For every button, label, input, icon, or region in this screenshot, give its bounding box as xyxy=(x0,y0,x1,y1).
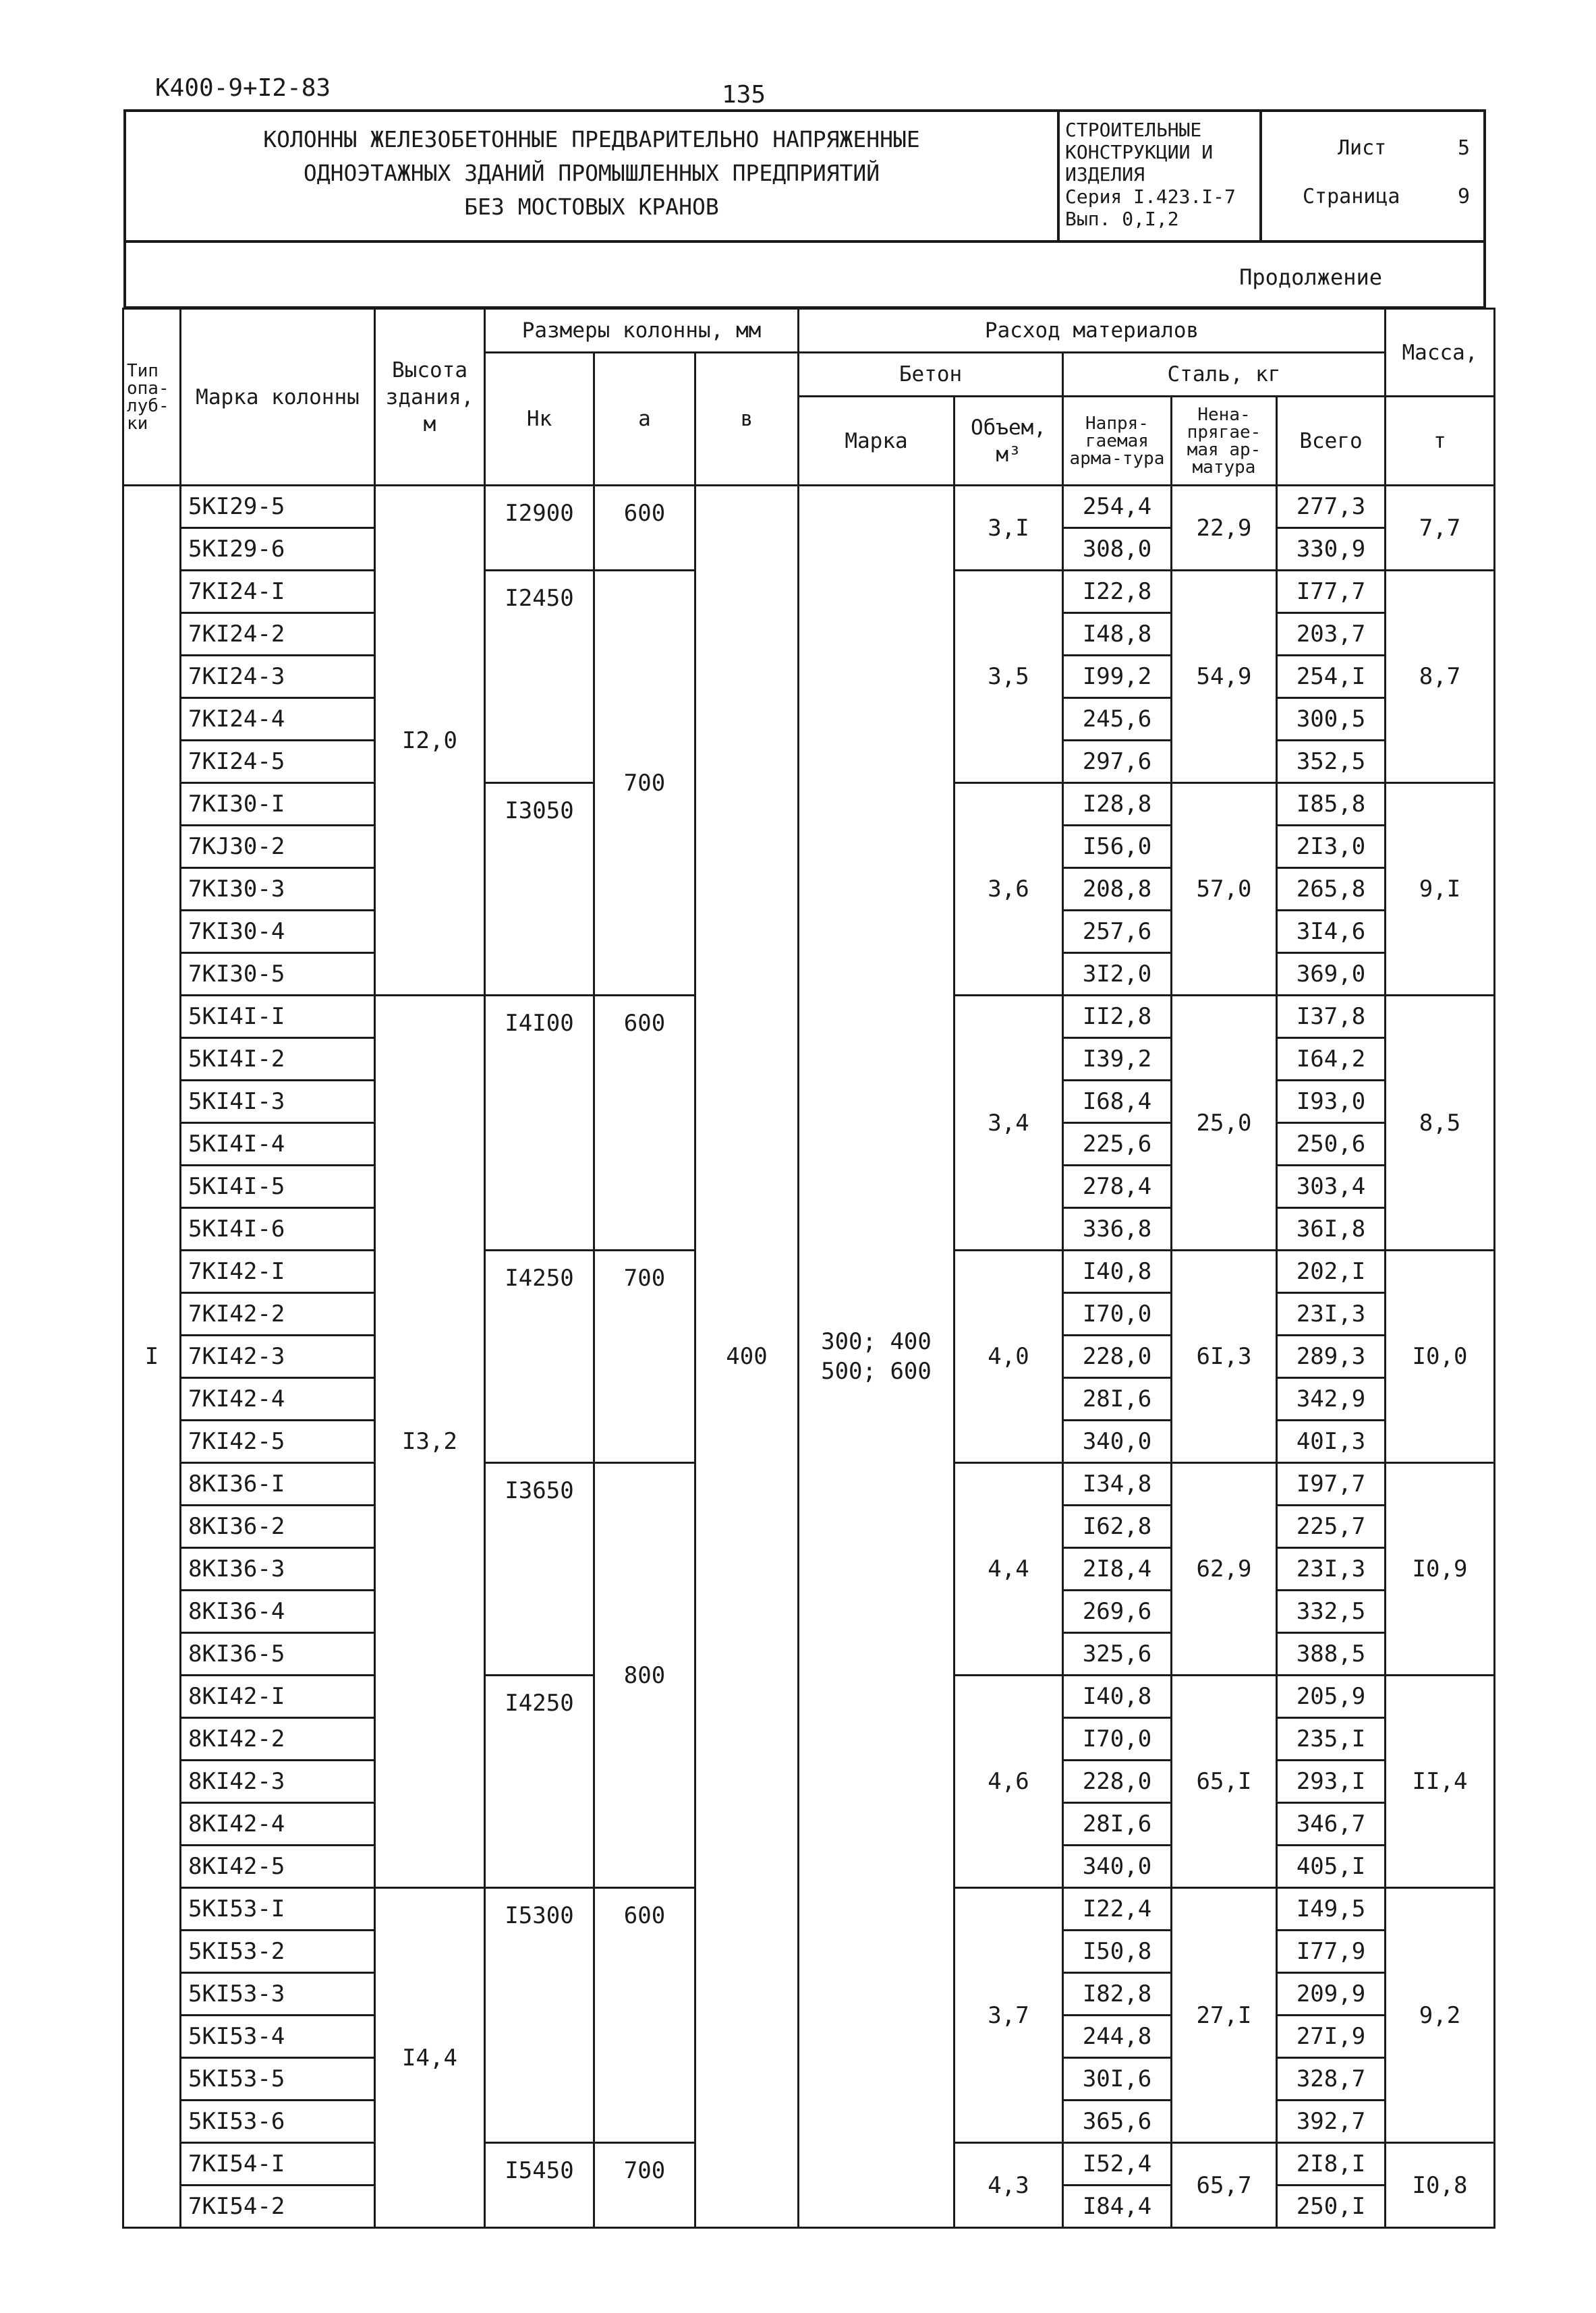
a-cell: 600 xyxy=(594,996,695,1251)
total-steel-cell: I49,5 xyxy=(1277,1888,1386,1931)
prestressed-cell: 225,6 xyxy=(1063,1123,1172,1166)
column-mark-cell: 8КI36-I xyxy=(181,1463,375,1506)
column-mark-cell: 5КI29-6 xyxy=(181,528,375,571)
total-steel-cell: I97,7 xyxy=(1277,1463,1386,1506)
column-mark-cell: 7КI30-I xyxy=(181,783,375,826)
header-mass-unit: т xyxy=(1386,397,1495,486)
volume-cell: 3,I xyxy=(954,486,1063,571)
hk-cell: I3050 xyxy=(485,783,594,996)
building-height-cell: I2,0 xyxy=(375,486,485,996)
non-prestressed-cell: 65,7 xyxy=(1172,2143,1277,2228)
column-mark-cell: 7КI30-5 xyxy=(181,953,375,996)
total-steel-cell: 27I,9 xyxy=(1277,2016,1386,2058)
column-mark-cell: 7КI54-I xyxy=(181,2143,375,2186)
mass-cell: II,4 xyxy=(1386,1676,1495,1888)
hk-cell: I5450 xyxy=(485,2143,594,2228)
prestressed-cell: I70,0 xyxy=(1063,1718,1172,1761)
series-line-3: ИЗДЕЛИЯ xyxy=(1065,163,1145,185)
prestressed-cell: 365,6 xyxy=(1063,2101,1172,2143)
prestressed-cell: I84,4 xyxy=(1063,2186,1172,2228)
volume-cell: 4,0 xyxy=(954,1251,1063,1463)
total-steel-cell: 40I,3 xyxy=(1277,1421,1386,1463)
total-steel-cell: 300,5 xyxy=(1277,698,1386,741)
header-formwork-type: Тип опа-луб-ки xyxy=(123,309,181,486)
total-steel-cell: I37,8 xyxy=(1277,996,1386,1038)
mass-cell: 7,7 xyxy=(1386,486,1495,571)
prestressed-cell: 30I,6 xyxy=(1063,2058,1172,2101)
total-steel-cell: 250,6 xyxy=(1277,1123,1386,1166)
building-height-cell: I3,2 xyxy=(375,996,485,1888)
total-steel-cell: I77,7 xyxy=(1277,571,1386,613)
prestressed-cell: 208,8 xyxy=(1063,868,1172,911)
header-total: Всего xyxy=(1277,397,1386,486)
column-mark-cell: 5КI53-2 xyxy=(181,1931,375,1973)
prestressed-cell: I68,4 xyxy=(1063,1081,1172,1123)
prestressed-cell: 340,0 xyxy=(1063,1421,1172,1463)
header-hk: Нк xyxy=(485,353,594,486)
total-steel-cell: 23I,3 xyxy=(1277,1293,1386,1336)
total-steel-cell: 303,4 xyxy=(1277,1166,1386,1208)
column-mark-cell: 8КI42-4 xyxy=(181,1803,375,1846)
column-mark-cell: 7КI54-2 xyxy=(181,2186,375,2228)
column-mark-cell: 7КI42-4 xyxy=(181,1378,375,1421)
series-line-4: Серия I.423.I-7 xyxy=(1065,185,1236,208)
header-prestressed: Напря-гаемая арма-тура xyxy=(1063,397,1172,486)
total-steel-cell: 235,I xyxy=(1277,1718,1386,1761)
column-mark-cell: 7КI24-5 xyxy=(181,741,375,783)
total-steel-cell: I64,2 xyxy=(1277,1038,1386,1081)
total-steel-cell: 352,5 xyxy=(1277,741,1386,783)
header-column-dims: Размеры колонны, мм xyxy=(485,309,799,353)
total-steel-cell: 405,I xyxy=(1277,1846,1386,1888)
mass-cell: 9,I xyxy=(1386,783,1495,996)
column-mark-cell: 8КI36-5 xyxy=(181,1633,375,1676)
page-number: 135 xyxy=(722,81,766,109)
non-prestressed-cell: 27,I xyxy=(1172,1888,1277,2143)
title-line-2: ОДНОЭТАЖНЫХ ЗДАНИЙ ПРОМЫШЛЕННЫХ ПРЕДПРИЯТИЙ xyxy=(303,160,880,186)
column-mark-cell: 5КI53-6 xyxy=(181,2101,375,2143)
header-column-mark: Марка колонны xyxy=(181,309,375,486)
materials-table xyxy=(122,308,1495,2229)
sheet-number: 5 xyxy=(1458,136,1471,160)
total-steel-cell: I77,9 xyxy=(1277,1931,1386,1973)
title-line-3: БЕЗ МОСТОВЫХ КРАНОВ xyxy=(464,194,719,220)
column-mark-cell: 7КI24-I xyxy=(181,571,375,613)
sheet-label: Лист xyxy=(1338,136,1387,160)
hk-cell: I5300 xyxy=(485,1888,594,2143)
total-steel-cell: 225,7 xyxy=(1277,1506,1386,1548)
continuation-label: Продолжение xyxy=(1239,264,1382,290)
header-concrete: Бетон xyxy=(799,353,1063,397)
hk-cell: I4250 xyxy=(485,1676,594,1888)
hk-cell: I4250 xyxy=(485,1251,594,1463)
prestressed-cell: I56,0 xyxy=(1063,826,1172,868)
column-mark-cell: 7КI42-I xyxy=(181,1251,375,1293)
volume-cell: 3,4 xyxy=(954,996,1063,1251)
continuation-band xyxy=(123,243,1486,309)
column-mark-cell: 8КI42-5 xyxy=(181,1846,375,1888)
total-steel-cell: 202,I xyxy=(1277,1251,1386,1293)
total-steel-cell: 330,9 xyxy=(1277,528,1386,571)
prestressed-cell: I62,8 xyxy=(1063,1506,1172,1548)
title-block xyxy=(123,109,1486,243)
total-steel-cell: 293,I xyxy=(1277,1761,1386,1803)
column-mark-cell: 8КI42-2 xyxy=(181,1718,375,1761)
total-steel-cell: 205,9 xyxy=(1277,1676,1386,1718)
column-mark-cell: 7КI24-4 xyxy=(181,698,375,741)
column-mark-cell: 5КI4I-2 xyxy=(181,1038,375,1081)
prestressed-cell: 278,4 xyxy=(1063,1166,1172,1208)
header-non-prestressed: Нена-прягае-мая ар-матура xyxy=(1172,397,1277,486)
mass-cell: 8,5 xyxy=(1386,996,1495,1251)
prestressed-cell: 254,4 xyxy=(1063,486,1172,528)
non-prestressed-cell: 62,9 xyxy=(1172,1463,1277,1676)
total-steel-cell: 392,7 xyxy=(1277,2101,1386,2143)
hk-cell: I3650 xyxy=(485,1463,594,1676)
mass-cell: I0,8 xyxy=(1386,2143,1495,2228)
column-mark-cell: 7КJ30-2 xyxy=(181,826,375,868)
a-cell: 600 xyxy=(594,1888,695,2143)
a-cell: 700 xyxy=(594,571,695,996)
mass-cell: 9,2 xyxy=(1386,1888,1495,2143)
prestressed-cell: 325,6 xyxy=(1063,1633,1172,1676)
prestressed-cell: 297,6 xyxy=(1063,741,1172,783)
column-mark-cell: 7КI42-5 xyxy=(181,1421,375,1463)
prestressed-cell: 269,6 xyxy=(1063,1591,1172,1633)
prestressed-cell: I40,8 xyxy=(1063,1676,1172,1718)
hk-cell: I2900 xyxy=(485,486,594,571)
prestressed-cell: 28I,6 xyxy=(1063,1378,1172,1421)
prestressed-cell: 257,6 xyxy=(1063,911,1172,953)
prestressed-cell: 28I,6 xyxy=(1063,1803,1172,1846)
a-cell: 800 xyxy=(594,1463,695,1888)
column-mark-cell: 5КI4I-3 xyxy=(181,1081,375,1123)
prestressed-cell: I99,2 xyxy=(1063,656,1172,698)
column-mark-cell: 7КI42-3 xyxy=(181,1336,375,1378)
prestressed-cell: 340,0 xyxy=(1063,1846,1172,1888)
prestressed-cell: 244,8 xyxy=(1063,2016,1172,2058)
total-steel-cell: 265,8 xyxy=(1277,868,1386,911)
total-steel-cell: 369,0 xyxy=(1277,953,1386,996)
prestressed-cell: II2,8 xyxy=(1063,996,1172,1038)
total-steel-cell: 346,7 xyxy=(1277,1803,1386,1846)
non-prestressed-cell: 22,9 xyxy=(1172,486,1277,571)
non-prestressed-cell: 57,0 xyxy=(1172,783,1277,996)
total-steel-cell: 332,5 xyxy=(1277,1591,1386,1633)
volume-cell: 4,3 xyxy=(954,2143,1063,2228)
document-title xyxy=(126,112,1057,240)
hk-cell: I4I00 xyxy=(485,996,594,1251)
prestressed-cell: 336,8 xyxy=(1063,1208,1172,1251)
building-height-cell: I4,4 xyxy=(375,1888,485,2228)
prestressed-cell: 3I2,0 xyxy=(1063,953,1172,996)
prestressed-cell: I22,4 xyxy=(1063,1888,1172,1931)
column-mark-cell: 5КI53-5 xyxy=(181,2058,375,2101)
total-steel-cell: 3I4,6 xyxy=(1277,911,1386,953)
volume-cell: 3,7 xyxy=(954,1888,1063,2143)
prestressed-cell: 308,0 xyxy=(1063,528,1172,571)
total-steel-cell: I85,8 xyxy=(1277,783,1386,826)
total-steel-cell: 250,I xyxy=(1277,2186,1386,2228)
column-mark-cell: 7КI24-2 xyxy=(181,613,375,656)
series-line-2: КОНСТРУКЦИИ И xyxy=(1065,141,1214,163)
series-line-1: СТРОИТЕЛЬНЫЕ xyxy=(1065,119,1202,141)
column-mark-cell: 8КI36-3 xyxy=(181,1548,375,1591)
concrete-grade-cell: 300; 400 500; 600 xyxy=(799,486,954,2228)
sheet-info xyxy=(1262,112,1483,240)
series-info xyxy=(1057,112,1262,240)
column-mark-cell: 8КI42-I xyxy=(181,1676,375,1718)
header-volume: Объем, м³ xyxy=(954,397,1063,486)
column-mark-cell: 8КI42-3 xyxy=(181,1761,375,1803)
column-mark-cell: 5КI4I-I xyxy=(181,996,375,1038)
volume-cell: 3,6 xyxy=(954,783,1063,996)
prestressed-cell: I48,8 xyxy=(1063,613,1172,656)
non-prestressed-cell: 65,I xyxy=(1172,1676,1277,1888)
column-mark-cell: 7КI24-3 xyxy=(181,656,375,698)
non-prestressed-cell: 6I,3 xyxy=(1172,1251,1277,1463)
document-code: К400-9+I2-83 xyxy=(155,74,331,102)
total-steel-cell: 2I3,0 xyxy=(1277,826,1386,868)
prestressed-cell: 228,0 xyxy=(1063,1336,1172,1378)
prestressed-cell: I40,8 xyxy=(1063,1251,1172,1293)
total-steel-cell: 342,9 xyxy=(1277,1378,1386,1421)
header-b: в xyxy=(695,353,799,486)
total-steel-cell: 209,9 xyxy=(1277,1973,1386,2016)
b-cell: 400 xyxy=(695,486,799,2228)
total-steel-cell: 2I8,I xyxy=(1277,2143,1386,2186)
column-mark-cell: 5КI53-3 xyxy=(181,1973,375,2016)
header-building-height: Высота здания, м xyxy=(375,309,485,486)
a-cell: 700 xyxy=(594,2143,695,2228)
total-steel-cell: 289,3 xyxy=(1277,1336,1386,1378)
column-mark-cell: 5КI29-5 xyxy=(181,486,375,528)
column-mark-cell: 5КI4I-4 xyxy=(181,1123,375,1166)
total-steel-cell: 23I,3 xyxy=(1277,1548,1386,1591)
prestressed-cell: 2I8,4 xyxy=(1063,1548,1172,1591)
column-mark-cell: 7КI30-4 xyxy=(181,911,375,953)
prestressed-cell: I22,8 xyxy=(1063,571,1172,613)
prestressed-cell: I52,4 xyxy=(1063,2143,1172,2186)
mass-cell: I0,9 xyxy=(1386,1463,1495,1676)
total-steel-cell: 388,5 xyxy=(1277,1633,1386,1676)
column-mark-cell: 5КI53-4 xyxy=(181,2016,375,2058)
prestressed-cell: I70,0 xyxy=(1063,1293,1172,1336)
total-steel-cell: 328,7 xyxy=(1277,2058,1386,2101)
column-mark-cell: 5КI4I-5 xyxy=(181,1166,375,1208)
table-row xyxy=(123,486,1495,528)
prestressed-cell: I82,8 xyxy=(1063,1973,1172,2016)
column-mark-cell: 7КI42-2 xyxy=(181,1293,375,1336)
column-mark-cell: 8КI36-4 xyxy=(181,1591,375,1633)
header-concrete-grade: Марка xyxy=(799,397,954,486)
column-mark-cell: 5КI4I-6 xyxy=(181,1208,375,1251)
table-body xyxy=(123,486,1495,2228)
header-steel: Сталь, кг xyxy=(1063,353,1386,397)
volume-cell: 4,6 xyxy=(954,1676,1063,1888)
non-prestressed-cell: 54,9 xyxy=(1172,571,1277,783)
prestressed-cell: I39,2 xyxy=(1063,1038,1172,1081)
header-mass: Масса, xyxy=(1386,309,1495,397)
volume-cell: 3,5 xyxy=(954,571,1063,783)
mass-cell: I0,0 xyxy=(1386,1251,1495,1463)
non-prestressed-cell: 25,0 xyxy=(1172,996,1277,1251)
hk-cell: I2450 xyxy=(485,571,594,783)
prestressed-cell: 228,0 xyxy=(1063,1761,1172,1803)
prestressed-cell: I50,8 xyxy=(1063,1931,1172,1973)
volume-cell: 4,4 xyxy=(954,1463,1063,1676)
column-mark-cell: 8КI36-2 xyxy=(181,1506,375,1548)
column-mark-cell: 5КI53-I xyxy=(181,1888,375,1931)
total-steel-cell: I93,0 xyxy=(1277,1081,1386,1123)
header-a: а xyxy=(594,353,695,486)
page-label: Страница xyxy=(1303,185,1400,208)
total-steel-cell: 254,I xyxy=(1277,656,1386,698)
prestressed-cell: I28,8 xyxy=(1063,783,1172,826)
total-steel-cell: 203,7 xyxy=(1277,613,1386,656)
formwork-type-cell: I xyxy=(123,486,181,2228)
prestressed-cell: 245,6 xyxy=(1063,698,1172,741)
header-materials: Расход материалов xyxy=(799,309,1386,353)
a-cell: 600 xyxy=(594,486,695,571)
series-line-5: Вып. 0,I,2 xyxy=(1065,208,1179,230)
mass-cell: 8,7 xyxy=(1386,571,1495,783)
column-mark-cell: 7КI30-3 xyxy=(181,868,375,911)
total-steel-cell: 36I,8 xyxy=(1277,1208,1386,1251)
page-value: 9 xyxy=(1458,185,1471,208)
a-cell: 700 xyxy=(594,1251,695,1463)
prestressed-cell: I34,8 xyxy=(1063,1463,1172,1506)
title-line-1: КОЛОННЫ ЖЕЛЕЗОБЕТОННЫЕ ПРЕДВАРИТЕЛЬНО НАПРЯЖЕННЫЕ xyxy=(263,126,920,152)
total-steel-cell: 277,3 xyxy=(1277,486,1386,528)
